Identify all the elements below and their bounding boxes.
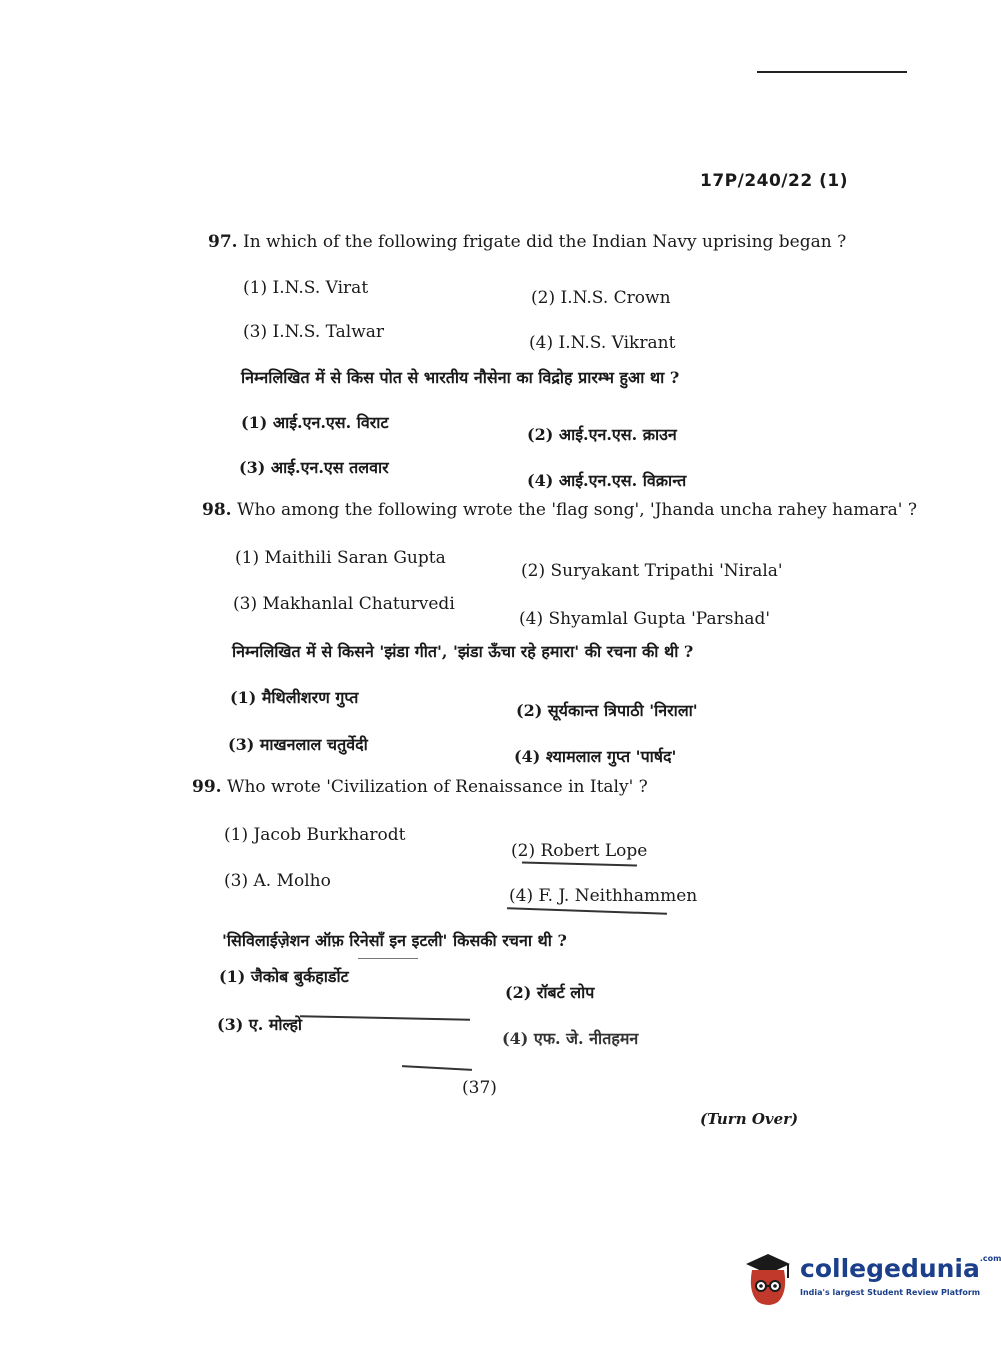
q99-option-1-hi: (1) जैकोब बुर्कहार्डोट [219,967,349,986]
q99-option-3-hi: (3) ए. मोल्हो [217,1015,303,1034]
question-number: 99. [192,777,222,797]
q97-option-2-en: (2) I.N.S. Crown [531,288,671,308]
q98-option-4-en: (4) Shyamlal Gupta 'Parshad' [519,609,771,629]
brand-text: collegedunia [800,1254,980,1283]
question-98 [202,500,917,520]
q99-option-4-en: (4) F. J. Neithhammen [509,886,698,906]
brand-name [800,1254,1001,1283]
q98-option-4-hi: (4) श्यामलाल गुप्त 'पार्षद' [514,747,677,766]
underline-mark [522,861,637,866]
q99-option-2-en: (2) Robert Lope [511,841,648,861]
question-99-hi: 'सिविलाईज़ेशन ऑफ़ रिनेसाँ इन इटली' किसकी रचना थी ? [222,931,567,950]
q97-option-1-en: (1) I.N.S. Virat [243,278,369,298]
page-number: (37) [462,1078,497,1098]
q99-option-1-en: (1) Jacob Burkharodt [224,825,406,845]
question-99 [192,777,648,797]
q98-option-1-hi: (1) मैथिलीशरण गुप्त [230,688,359,707]
question-number: 97. [208,232,238,252]
q99-option-4-hi: (4) एफ. जे. नीतहमन [502,1029,639,1048]
mascot-icon [742,1252,794,1308]
q97-option-3-hi: (3) आई.एन.एस तलवार [239,458,389,477]
question-97-hi: निम्नलिखित में से किस पोत से भारतीय नौसेना का विद्रोह प्रारम्भ हुआ था ? [241,368,680,387]
underline-mark [507,907,667,915]
question-text-en: Who among the following wrote the 'flag song', 'Jhanda uncha rahey hamara' ? [236,500,917,520]
top-rule [757,71,907,73]
q99-option-2-hi: (2) रॉबर्ट लोप [505,983,595,1002]
q99-option-3-en: (3) A. Molho [224,871,331,891]
q97-option-4-hi: (4) आई.एन.एस. विक्रान्त [527,471,687,490]
q97-option-4-en: (4) I.N.S. Vikrant [529,333,676,353]
q98-option-2-hi: (2) सूर्यकान्त त्रिपाठी 'निराला' [516,701,698,720]
question-number: 98. [202,500,232,520]
question-text-en: Who wrote 'Civilization of Renaissance in Italy' ? [226,777,648,797]
underline-mark [300,1015,470,1021]
question-text-en: In which of the following frigate did the Indian Navy uprising began ? [242,232,847,252]
q97-option-2-hi: (2) आई.एन.एस. क्राउन [527,425,677,444]
underline-mark [402,1065,472,1071]
brand-suffix: .com [979,1254,1001,1263]
q98-option-3-hi: (3) माखनलाल चतुर्वेदी [228,735,368,754]
q98-option-1-en: (1) Maithili Saran Gupta [235,548,446,568]
paper-code: 17P/240/22 (1) [700,171,848,191]
question-97 [208,232,846,252]
q97-option-3-en: (3) I.N.S. Talwar [243,322,385,342]
q97-option-1-hi: (1) आई.एन.एस. विराट [241,413,389,432]
collegedunia-watermark [742,1252,1001,1312]
question-98-hi: निम्नलिखित में से किसने 'झंडा गीत', 'झंडा ऊँचा रहे हमारा' की रचना की थी ? [232,642,694,661]
turn-over-label: (Turn Over) [700,1110,799,1128]
q98-option-3-en: (3) Makhanlal Chaturvedi [233,594,455,614]
q98-option-2-en: (2) Suryakant Tripathi 'Nirala' [521,561,783,581]
brand-tagline: India's largest Student Review Platform [800,1288,981,1297]
pen-mark [358,958,418,959]
